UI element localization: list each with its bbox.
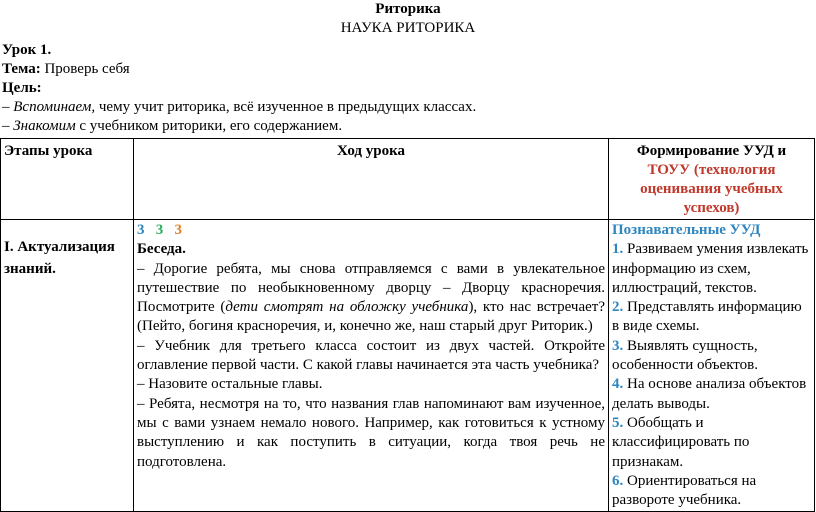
touu-header-text: ТОУУ (технология оценивания учебных успехов) bbox=[640, 162, 783, 216]
col-header-uud bbox=[609, 139, 815, 220]
paragraph-2: – Учебник для третьего класса состоит из двух частей. Откройте оглавление первой части. С какой главы начинается эта часть учебника? bbox=[137, 337, 605, 374]
mark-green: 3 bbox=[155, 222, 164, 238]
uud-header-text: Формирование УУД и bbox=[636, 143, 787, 159]
lesson-theme bbox=[2, 60, 130, 79]
lesson-number: Урок 1. bbox=[2, 42, 52, 58]
theme-value: Проверь себя bbox=[44, 61, 130, 77]
goal-line-2: – Знакомим с учебником риторики, его содержанием. bbox=[2, 118, 343, 134]
paragraph-4: – Ребята, несмотря на то, что названия глав напоминают вам изученное, мы с вами узнаем немало нового. Например, как готовиться к устному выступлению и как поступить в ситуации, когда твоя речь не подготовлена. bbox=[137, 395, 605, 470]
assessment-marks bbox=[137, 221, 605, 240]
uud-item: 3. Выявлять сущность, особенности объектов. bbox=[612, 337, 758, 374]
theme-label: Тема: bbox=[2, 61, 41, 77]
goal-verb: Вспоминаем, bbox=[13, 99, 96, 115]
goal-line-1: – Вспоминаем, чему учит риторика, всё изученное в предыдущих классах. bbox=[2, 99, 477, 115]
topic-title: НАУКА РИТОРИКА bbox=[340, 20, 476, 36]
mark-blue: 3 bbox=[137, 222, 145, 238]
uud-cell bbox=[609, 220, 815, 512]
paragraph-3: – Назовите остальные главы. bbox=[137, 376, 323, 393]
uud-item: 4. На основе анализа объектов делать выводы. bbox=[612, 376, 807, 412]
table-header-row bbox=[1, 139, 815, 220]
uud-item: 6. Ориентироваться на развороте учебника. bbox=[612, 472, 757, 509]
goal-label: Цель: bbox=[2, 80, 42, 96]
col-header-stages: Этапы урока bbox=[1, 139, 134, 220]
uud-item: 1. Развиваем умения извлекать информацию из схем, иллюстраций, текстов. bbox=[612, 241, 809, 296]
col-header-course: Ход урока bbox=[134, 139, 609, 220]
mark-orange: 3 bbox=[174, 222, 182, 238]
stage-cell: I. Актуализация знаний. bbox=[1, 220, 134, 512]
goal-verb: Знакомим bbox=[13, 118, 76, 134]
paragraph-1: – Дорогие ребята, мы снова отправляемся с вами в увлекательное путешествие по необыкновенному дворцу – Дворцу красноречия. Посмотрите (дети смотрят на обложку учебника), кто нас встречает? (Пейто, богиня красноречия, и, конечно же, наш старый друг Риторик.) bbox=[137, 260, 605, 335]
subject-title: Риторика bbox=[375, 1, 441, 17]
uud-item: 5. Обобщать и классифицировать по признакам. bbox=[612, 414, 750, 470]
lesson-plan-table bbox=[0, 138, 815, 512]
table-row bbox=[1, 220, 815, 512]
lesson-course-cell bbox=[134, 220, 609, 512]
uud-category-title: Познавательные УУД bbox=[612, 222, 761, 238]
conversation-title: Беседа. bbox=[137, 241, 186, 258]
uud-item: 2. Представлять информацию в виде схемы. bbox=[612, 299, 802, 335]
